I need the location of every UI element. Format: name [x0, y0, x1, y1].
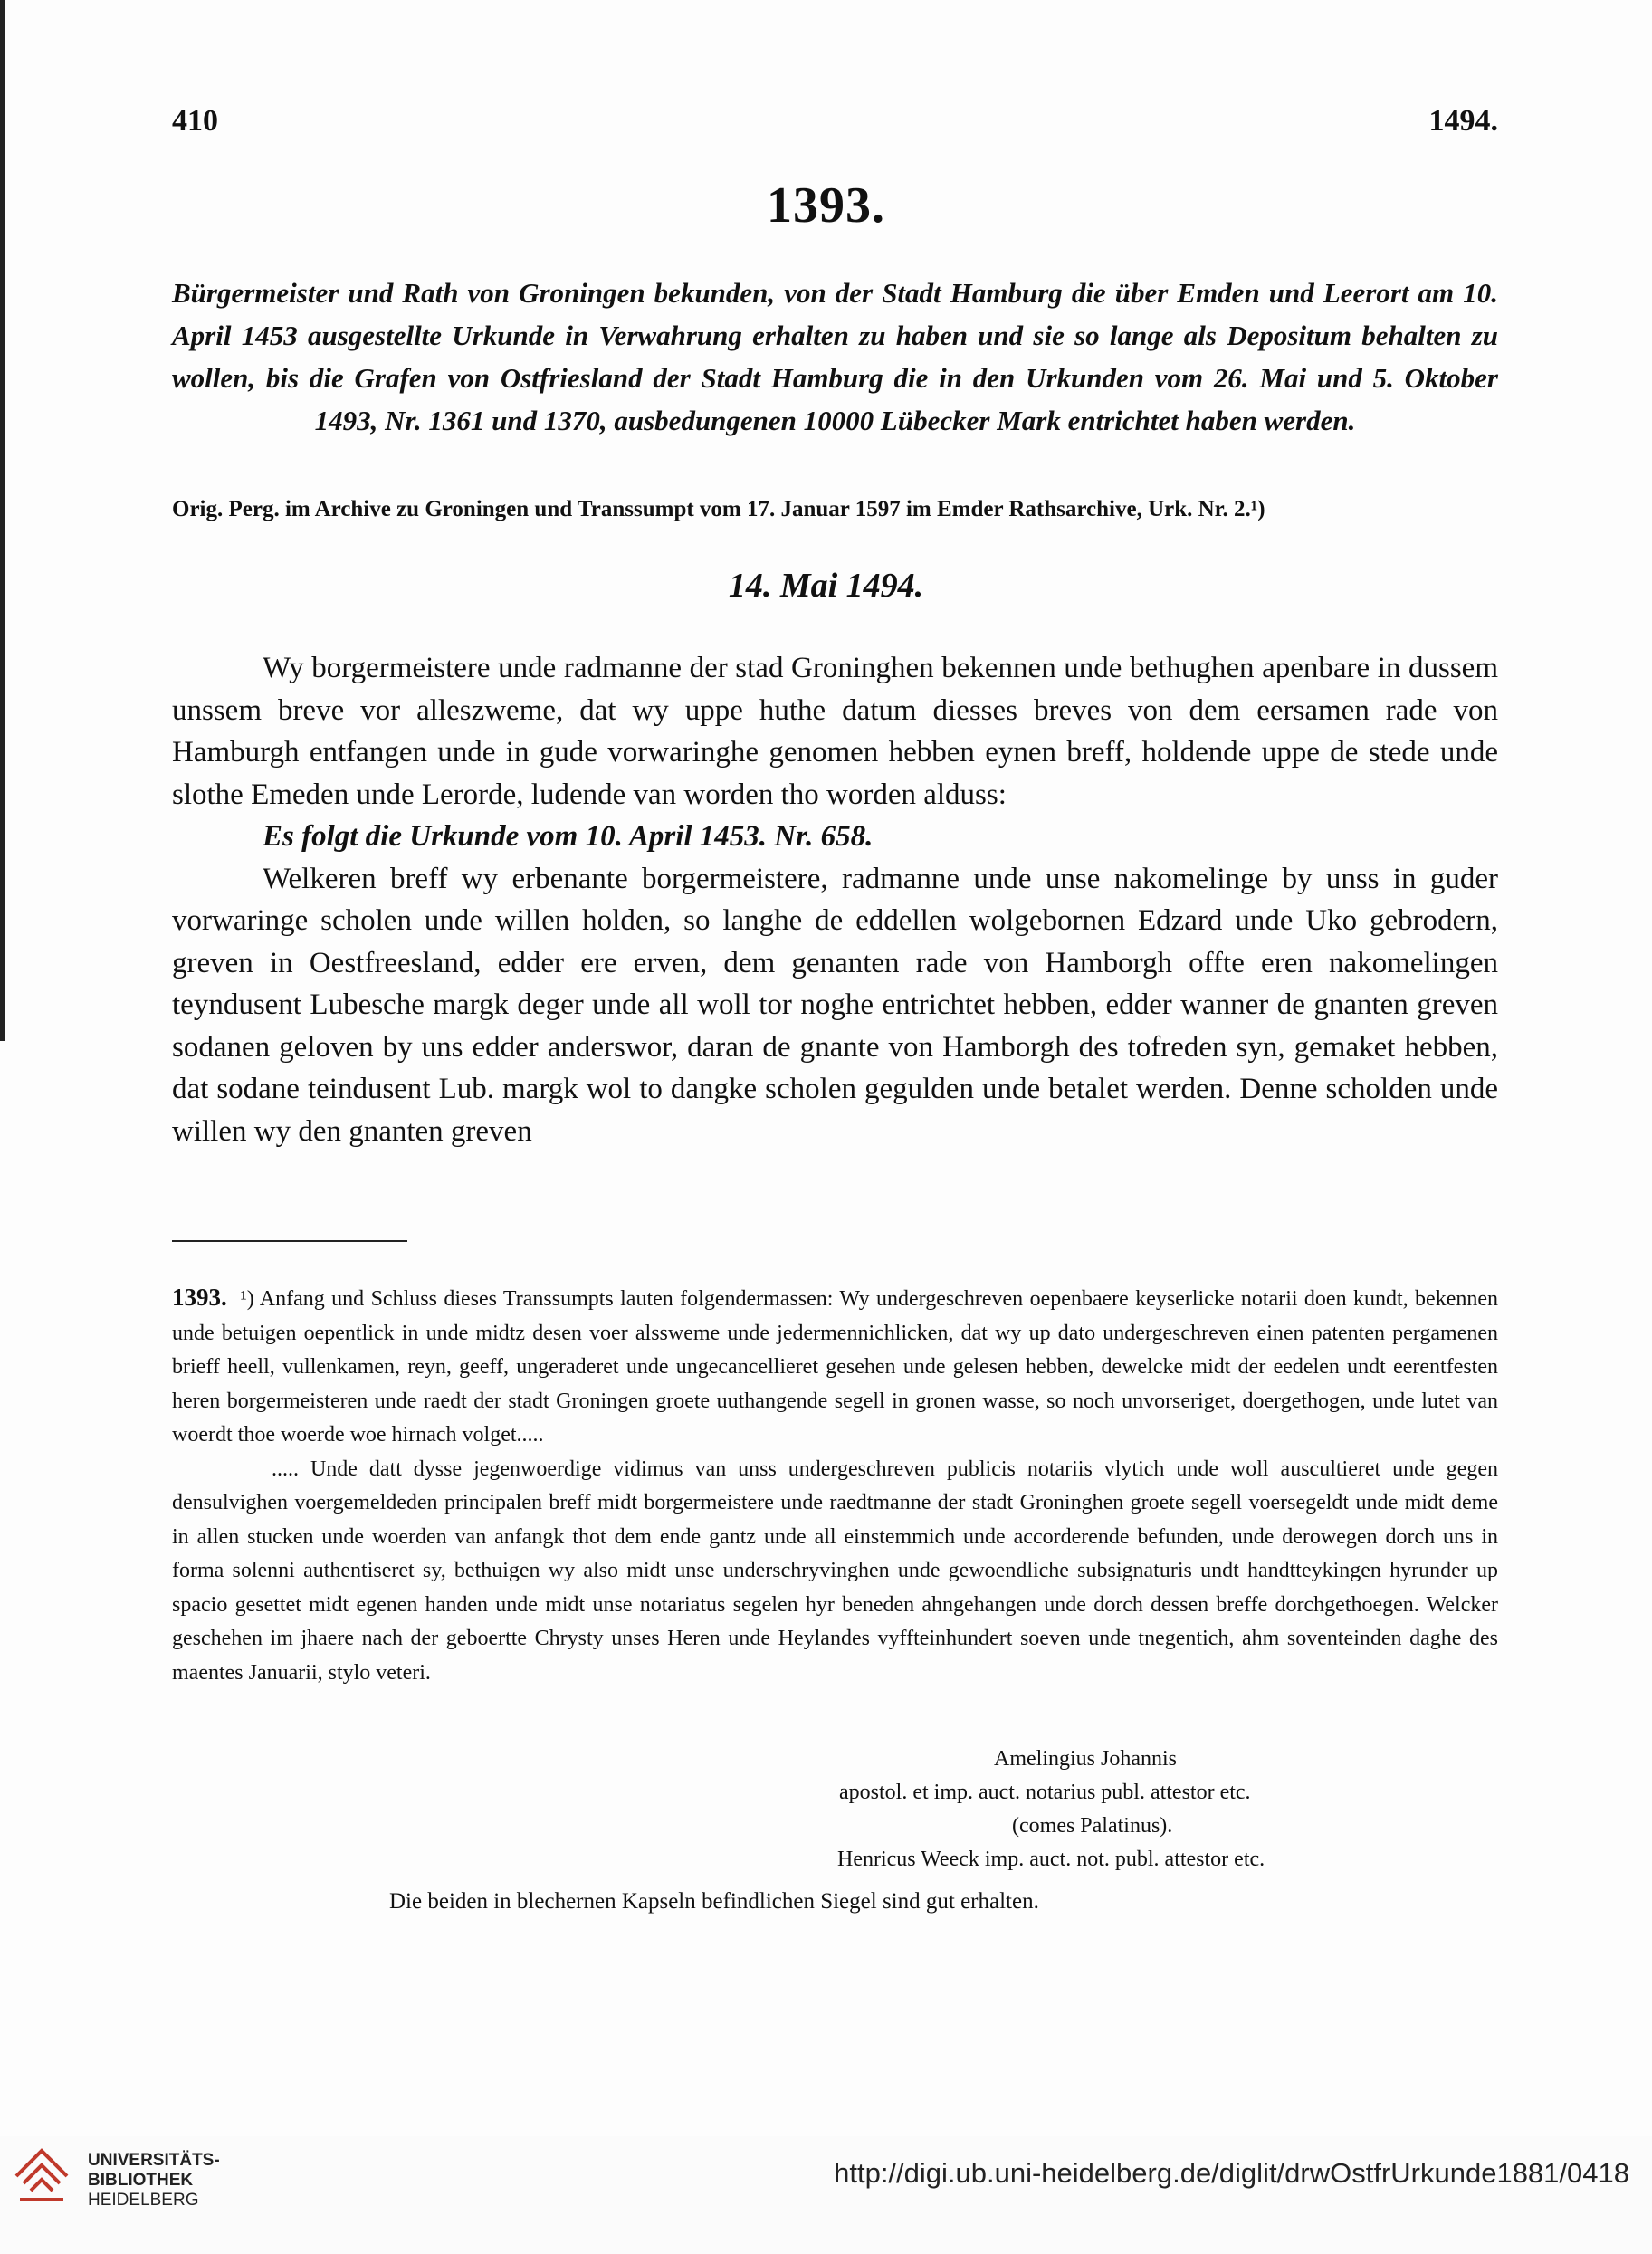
footnote-paragraph-2: ..... Unde datt dysse jegenwoerdige vidimus van unss undergeschreven publicis notariis vlytich unde woll auscultieret unde gegen densulvighen voergemeldeden principalen breff midt borgermeistere unde raedtmanne der stadt Groninghen groete segell voersegeldt unde midt deme in allen stucken unde woerden van anfangk thot dem ende gantz unde all einstemmich unde accorderende befunden, unde derowegen dorch uns in forma solenni authentiseret sy, bethuigen wy also midt unse underschryvinghen unde gewoendliche subsignaturis undt handtteykingen hyrunder up spacio gesettet midt egenen handen unde midt unse notariatus segelen hyr beneden ahngehangen unde dorch dessen breffe dorchgethoegen. Welcker geschehen im jhaere nach der geboertte Chrysty unses Heren unde Heylandes vyffteinhundert soeven unde tnegentich, ahm soventeinden daghe des maentes Januarii, stylo veteri.: [172, 1457, 1498, 1685]
footnote-ref: 1393.: [172, 1284, 227, 1311]
library-name-line-3: HEIDELBERG: [88, 2191, 199, 2210]
signature-2: apostol. et imp. auct. notarius publ. attestor etc.: [839, 1781, 1251, 1804]
inset-note: Es folgt die Urkunde vom 10. April 1453. Nr. 658.: [263, 820, 874, 853]
library-name-line-1: UNIVERSITÄTS-: [88, 2151, 220, 2170]
signature-3: (comes Palatinus).: [1012, 1814, 1173, 1838]
library-name-line-2: BIBLIOTHEK: [88, 2171, 194, 2190]
footnote-paragraph-1: ¹) Anfang und Schluss dieses Transsumpts lauten folgendermassen: Wy undergeschreven oepenbaere keyserlicke notarii doen kundt, bekennen unde betuigen oepentlick in unde midtz desen voer alssweme unde jedermennichlicken, dat wy up dato undergeschreven einen patenten pergamenen brieff heell, vullenkamen, reyn, geeff, ungeraderet unde ungecancellieret gesehen unde gelesen hebben, dewelcke midt der eedelen undt eerentfesten heren borgermeisteren unde raedt der stadt Groningen groete uuthangende segell in gronen wasse, so noch unvorseriget, doergethogen, unde lutet van woerdt thoe woerde woe hirnach volget.....: [172, 1287, 1499, 1447]
library-logo[interactable]: [11, 2145, 246, 2209]
footer-band: [0, 2136, 1652, 2254]
library-logo-icon: [11, 2145, 72, 2207]
document-date: 14. Mai 1494.: [728, 567, 924, 605]
body-paragraph-1: Wy borgermeistere unde radmanne der stad Groninghen bekennen unde bethughen apenbare in dussem unssem breve vor alleszweme, dat wy uppe huthe datum diesses breves von dem eersamen rade von Hamburgh entfangen unde in gude vorwaringhe genomen hebben eynen breff, holdende uppe de stede unde slothe Emeden unde Lerorde, ludende van worden tho worden alduss:: [172, 652, 1498, 811]
page-header: [172, 104, 1498, 149]
body-paragraph-2: Welkeren breff wy erbenante borgermeistere, radmanne unde unse nakomelinge by unss in guder vorwaringe scholen unde willen holden, so langhe de eddellen wolgebornen Edzard unde Uko gebrodern, greven in Oestfreesland, edder ere erven, dem genanten rade von Hamborgh offte eren nakomelingen teyndusent Lubesche margk deger unde all woll tor noghe entrichtet hebben, edder wanner de gnanten greven sodanen geloven by uns edder anderswor, daran de gnante von Hamborgh des tofreden syn, gemaket hebben, dat sodane teindusent Lub. margk wol to dangke scholen gegulden unde betalet werden. Denne scholden unde willen wy den gnanten greven: [172, 862, 1498, 1148]
page-number: 410: [172, 104, 218, 138]
library-name: [88, 2151, 220, 2211]
footnote-divider: [172, 1240, 407, 1242]
footnote: [172, 1281, 1498, 1690]
scan-edge-shadow: [0, 0, 5, 1041]
signature-4: Henricus Weeck imp. auct. not. publ. attestor etc.: [837, 1848, 1265, 1871]
closing-note: Die beiden in blechernen Kapseln befindlichen Siegel sind gut erhalten.: [389, 1889, 1039, 1914]
running-year: 1494.: [1428, 104, 1498, 138]
signature-1: Amelingius Johannis: [994, 1747, 1177, 1771]
source-note: Orig. Perg. im Archive zu Groningen und Transsumpt vom 17. Januar 1597 im Emder Rathsarchive, Urk. Nr. 2.¹): [172, 497, 1265, 521]
source-url-link[interactable]: http://digi.ub.uni-heidelberg.de/diglit/drwOstfrUrkunde1881/0418: [834, 2157, 1629, 2189]
document-number: 1393.: [767, 177, 885, 234]
document-body: [172, 647, 1498, 1152]
document-summary: Bürgermeister und Rath von Groningen bekunden, von der Stadt Hamburg die über Emden und Leerort am 10. April 1453 ausgestellte Urkunde in Verwahrung erhalten zu haben und sie so lange als Depositum behalten zu wollen, bis die Grafen von Ostfriesland der Stadt Hamburg die in den Urkunden vom 26. Mai und 5. Oktober 1493, Nr. 1361 und 1370, ausbedungenen 10000 Lübecker Mark entrichtet haben werden.: [172, 277, 1498, 436]
